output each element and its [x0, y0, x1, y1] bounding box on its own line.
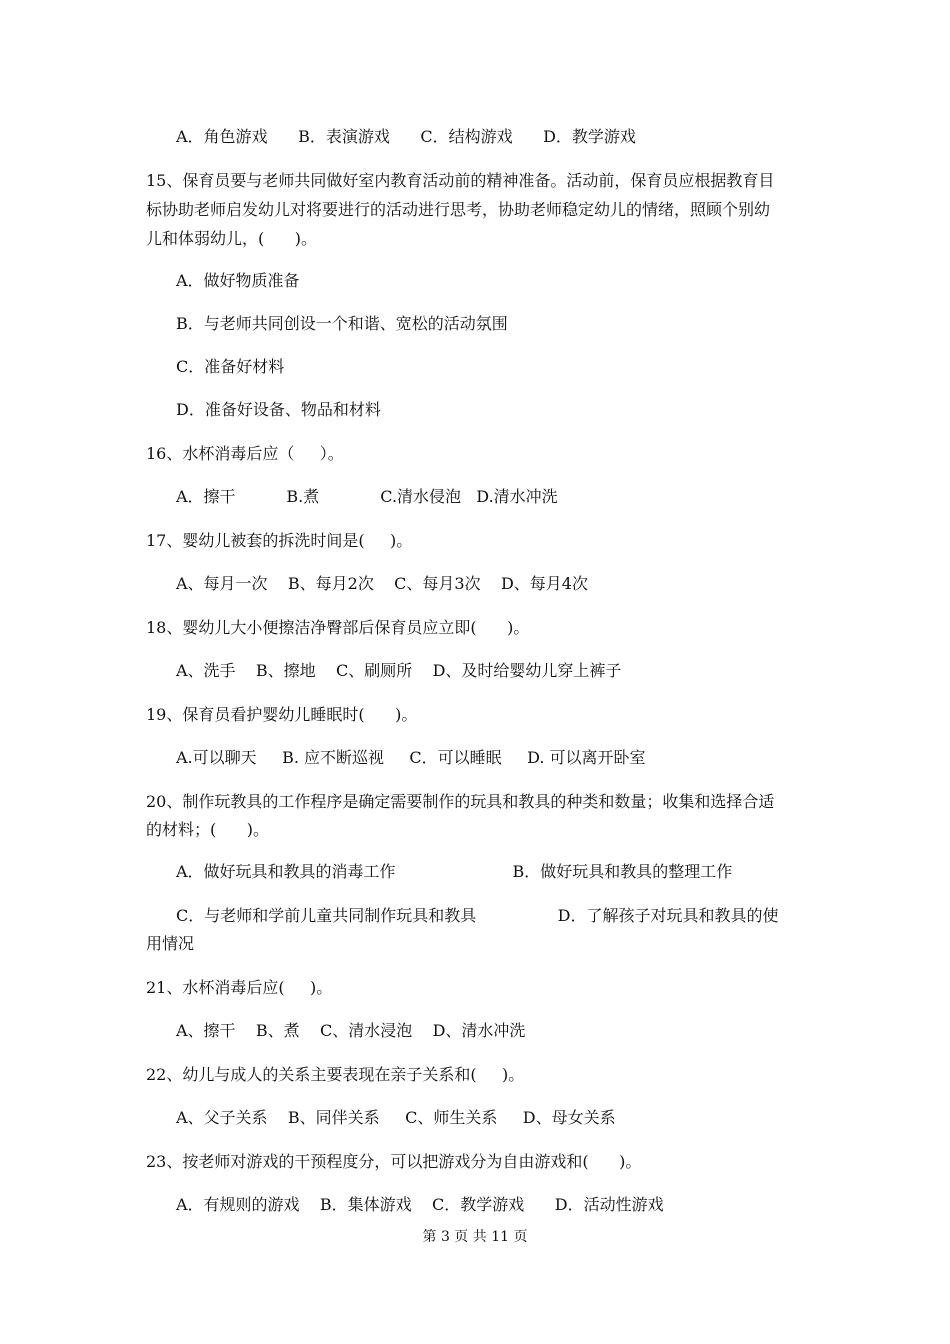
q18-options: A、洗手 B、擦地 C、刷厕所 D、及时给婴幼儿穿上裤子 — [176, 661, 622, 680]
q20-options-cd: C．与老师和学前儿童共同制作玩具和教具 D．了解孩子对玩具和教具的使 — [176, 906, 779, 925]
q15-option-b: B．与老师共同创设一个和谐、宽松的活动氛围 — [176, 314, 508, 333]
q15-option-d: D．准备好设备、物品和材料 — [176, 400, 381, 419]
q20-options-ab: A．做好玩具和教具的消毒工作 B．做好玩具和教具的整理工作 — [176, 862, 733, 881]
q18-stem: 18、婴幼儿大小便擦洁净臀部后保育员应立即( )。 — [146, 618, 530, 637]
q23-stem: 23、按老师对游戏的干预程度分，可以把游戏分为自由游戏和( )。 — [146, 1152, 642, 1171]
q19-stem: 19、保育员看护婴幼儿睡眠时( )。 — [146, 705, 418, 724]
q16-stem: 16、水杯消毒后应（ ）。 — [146, 444, 344, 463]
q17-stem: 17、婴幼儿被套的拆洗时间是( )。 — [146, 531, 413, 550]
q20-stem-line-2: 的材料；( )。 — [146, 820, 270, 839]
q22-stem: 22、幼儿与成人的关系主要表现在亲子关系和( )。 — [146, 1065, 525, 1084]
q15-stem-line-1: 15、保育员要与老师共同做好室内教育活动前的精神准备。活动前，保育员应根据教育目 — [146, 171, 775, 190]
q23-options: A．有规则的游戏 B．集体游戏 C．教学游戏 D．活动性游戏 — [176, 1195, 664, 1214]
q19-options: A.可以聊天 B. 应不断巡视 C．可以睡眠 D. 可以离开卧室 — [176, 748, 646, 767]
q22-options: A、父子关系 B、同伴关系 C、师生关系 D、母女关系 — [176, 1108, 616, 1127]
q14-options: A．角色游戏 B．表演游戏 C．结构游戏 D．教学游戏 — [176, 127, 636, 146]
q15-option-c: C．准备好材料 — [176, 357, 285, 376]
q21-options: A、擦干 B、煮 C、清水浸泡 D、清水冲洗 — [176, 1021, 526, 1040]
q21-stem: 21、水杯消毒后应( )。 — [146, 978, 333, 997]
q15-option-a: A．做好物质准备 — [176, 271, 300, 290]
page-footer: 第 3 页 共 11 页 — [422, 1229, 528, 1245]
q16-options: A．擦干 B.煮 C.清水侵泡 D.清水冲洗 — [176, 487, 558, 506]
q20-stem-line-1: 20、制作玩教具的工作程序是确定需要制作的玩具和教具的种类和数量；收集和选择合适 — [146, 792, 775, 811]
q17-options: A、每月一次 B、每月2次 C、每月3次 D、每月4次 — [176, 574, 588, 593]
q20-options-cd-wrap: 用情况 — [146, 934, 195, 953]
q15-stem-line-3: 儿和体弱幼儿，( )。 — [146, 229, 318, 248]
q15-stem-line-2: 标协助老师启发幼儿对将要进行的活动进行思考，协助老师稳定幼儿的情绪，照顾个别幼 — [146, 200, 771, 219]
